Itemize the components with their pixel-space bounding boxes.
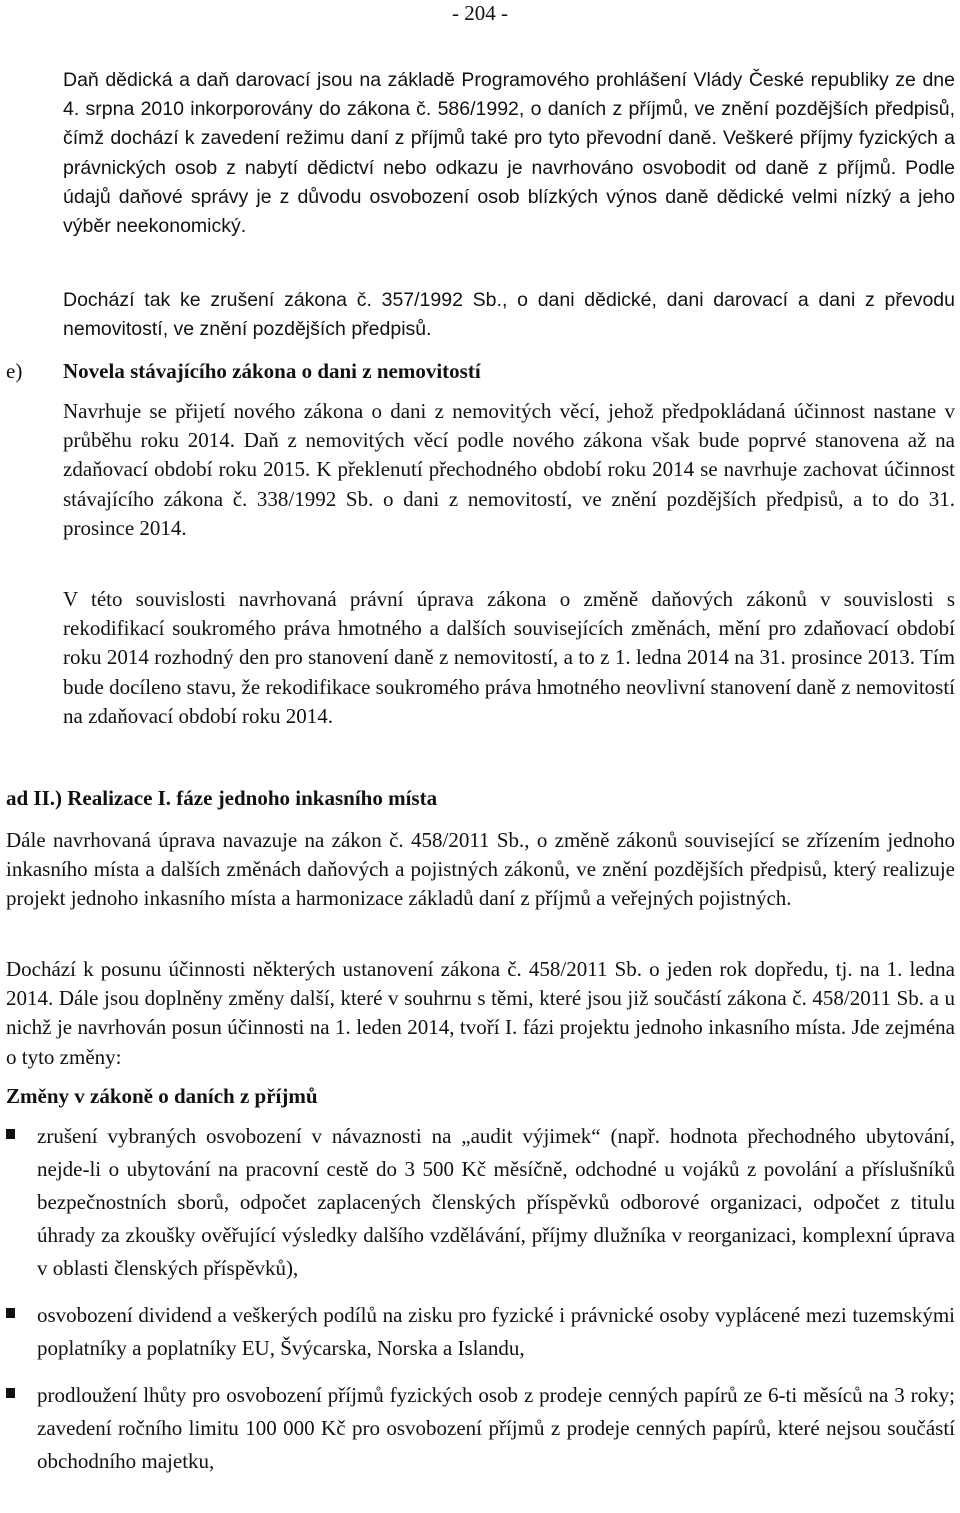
square-bullet-icon (6, 1388, 15, 1398)
section-e-paragraph-1: Navrhuje se přijetí nového zákona o dani z nemovitých věcí, jehož předpokládaná účinnost nastane v průběhu roku 2014. Daň z nemovitých věcí podle nového zákona však bude poprvé stanovena až na zdaňovací období roku 2015. K překlenutí přechodného období roku 2014 se navrhuje zachovat účinnost stávajícího zákona č. 338/1992 Sb. o dani z nemovitostí, ve znění pozdějších předpisů, a to do 31. prosince 2014. (63, 399, 955, 540)
section-ad2-paragraph-2: Dochází k posunu účinnosti některých ustanovení zákona č. 458/2011 Sb. o jeden rok dopředu, tj. na 1. ledna 2014. Dále jsou doplněny změny další, které v souhrnu s těmi, které jsou již součástí zákona č. 458/2011 Sb. a u nichž je navrhován posun účinnosti na 1. leden 2014, tvoří I. fázi projektu jednoho inkasního místa. Jde zejména o tyto změny: (6, 957, 955, 1069)
section-e-heading: Novela stávajícího zákona o dani z nemovitostí (63, 359, 481, 383)
section-e-label: e) (6, 359, 23, 383)
section-ad2-heading: ad II.) Realizace I. fáze jednoho inkasního místa (6, 786, 438, 810)
section-ad2-paragraph-1: Dále navrhovaná úprava navazuje na zákon č. 458/2011 Sb., o změně zákonů související se zřízením jednoho inkasního místa a dalších změnách daňových a pojistných zákonů, ve znění pozdějších předpisů, který realizuje projekt jednoho inkasního místa a harmonizace základů daní z příjmů a veřejných pojistných. (6, 828, 955, 911)
section-e-paragraph-2: V této souvislosti navrhovaná právní úprava zákona o změně daňových zákonů v souvislosti s rekodifikací soukromého práva hmotného a dalších souvisejících změnách, mění pro zdaňovací období roku 2014 rozhodný den pro stanovení daně z nemovitostí, a to z 1. ledna 2014 na 31. prosince 2013. Tím bude docíleno stavu, že rekodifikace soukromého práva hmotného neovlivní stanovení daně z nemovitostí na zdaňovací období roku 2014. (63, 587, 955, 728)
list-item-text: prodloužení lhůty pro osvobození příjmů fyzických osob z prodeje cenných papírů ze 6-ti měsíců na 3 roky; zavedení ročního limitu 100 000 Kč pro osvobození příjmů z prodeje cenných papírů, které nejsou součástí obchodního majetku, (37, 1383, 955, 1473)
repeal-paragraph: Dochází tak ke zrušení zákona č. 357/1992 Sb., o dani dědické, dani darovací a dani z převodu nemovitostí, ve znění pozdějších předpisů. (63, 289, 955, 341)
list-item-text: osvobození dividend a veškerých podílů na zisku pro fyzické i právnické osoby vyplácené mezi tuzemskými poplatníky a poplatníky EU, Švýcarska, Norska a Islandu, (37, 1303, 955, 1360)
square-bullet-icon (6, 1129, 15, 1139)
list-item-text: zrušení vybraných osvobození v návaznosti na „audit výjimek“ (např. hodnota přechodného ubytování, nejde-li o ubytování na pracovní cestě do 3 500 Kč měsíčně, odchodné u vojáků z povolání a příslušníků bezpečnostních sborů, odpočet zaplacených členských příspěvků odborové organizaci, odpočet z titulu úhrady za zkoušky ověřující výsledky dalšího vzdělávání, příjmy dlužníka v reorganizaci, komplexní úprava v oblasti členských příspěvků), (37, 1124, 955, 1280)
list-item (0, 1379, 960, 1478)
list-item (0, 1299, 960, 1365)
square-bullet-icon (6, 1308, 15, 1318)
intro-paragraph: Daň dědická a daň darovací jsou na základě Programového prohlášení Vlády České republiky ze dne 4. srpna 2010 inkorporovány do zákona č. 586/1992, o daních z příjmů, ve znění pozdějších předpisů, čímž dochází k zavedení režimu daní z příjmů také pro tyto převodní daně. Veškeré příjmy fyzických a právnických osob z nabytí dědictví nebo odkazu je navrhováno osvobodit od daně z příjmů. Podle údajů daňové správy je z důvodu osvobození osob blízkých výnos daně dědické velmi nízký a jeho výběr neekonomický. (63, 69, 955, 238)
income-tax-changes-list (0, 1120, 960, 1492)
page-number: - 204 - (452, 1, 508, 25)
income-tax-changes-heading: Změny v zákoně o daních z příjmů (6, 1084, 318, 1108)
list-item (0, 1120, 960, 1285)
